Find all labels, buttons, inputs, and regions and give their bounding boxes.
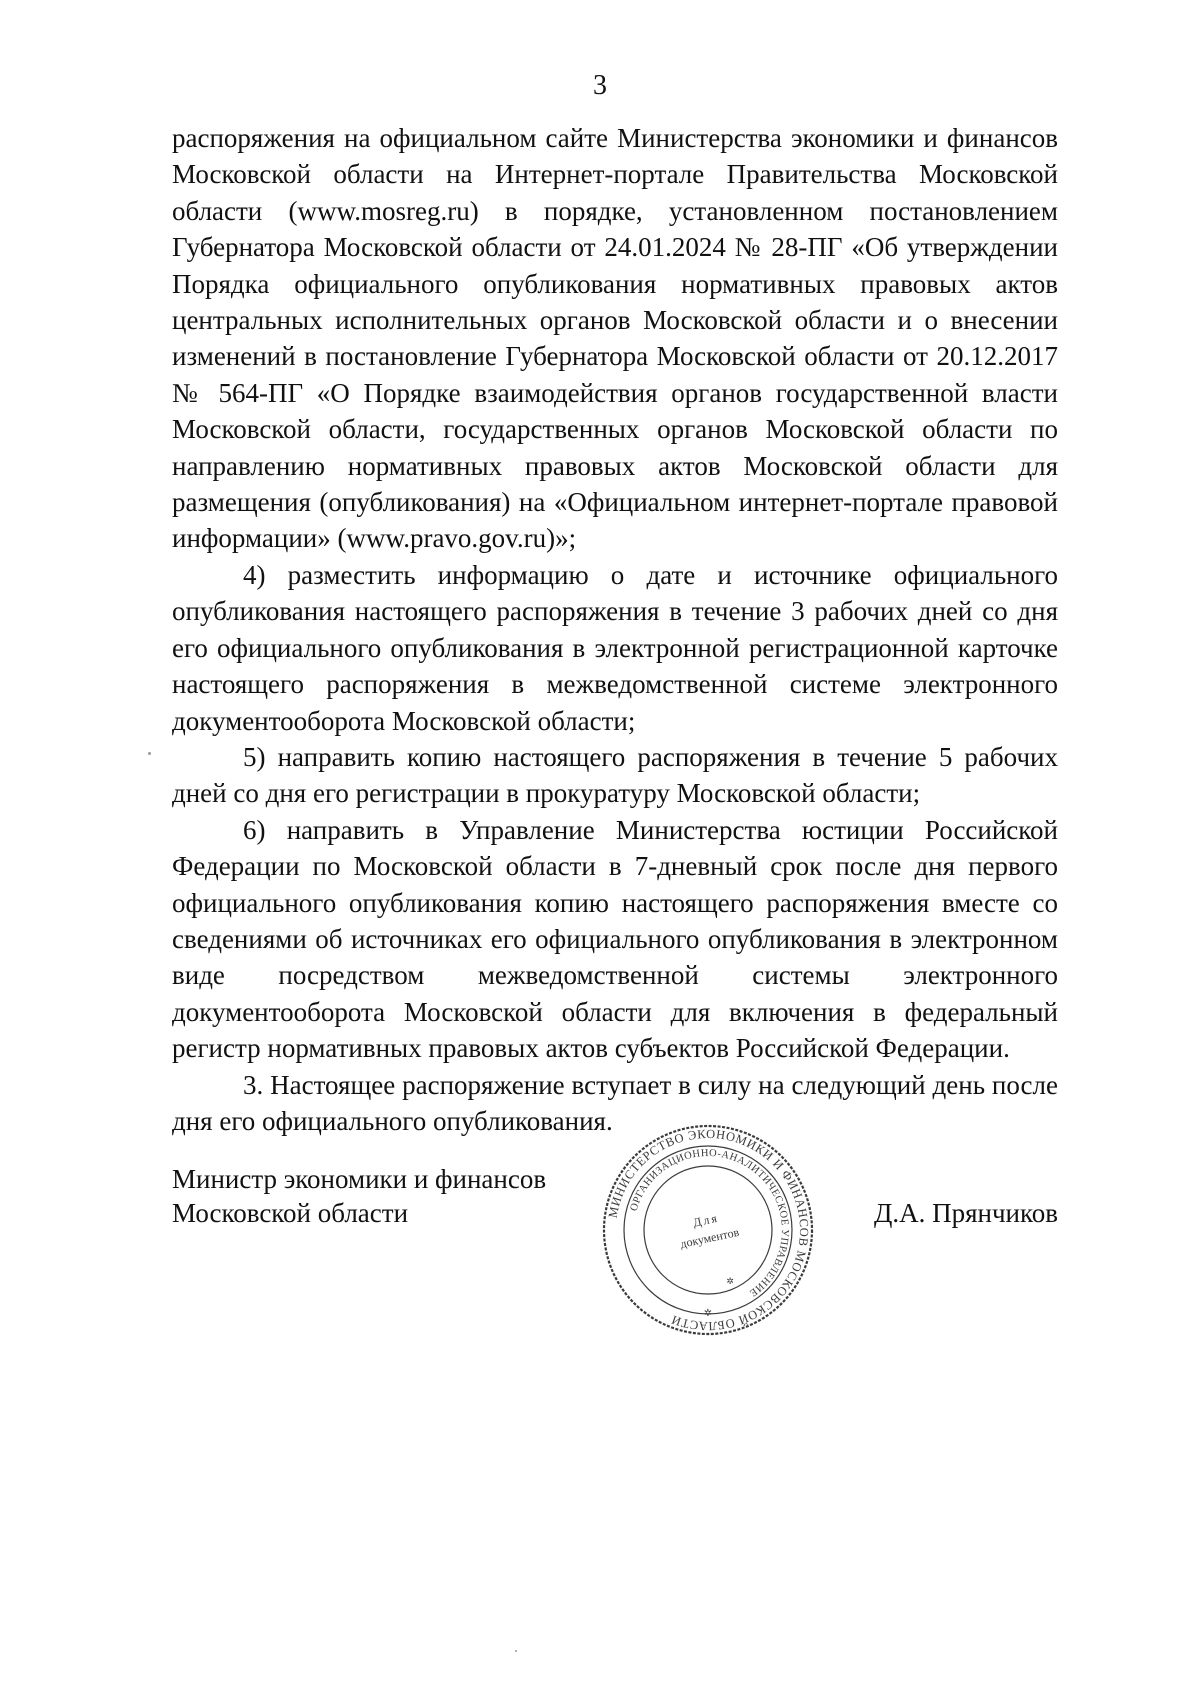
paragraph-item-4: 4) разместить информацию о дате и источнике официального опубликования настоящего распоряжения в течение 3 рабочих дней со дня его официального опубликования в электронной регистрационной карточке настоящего распоряжения в межведомственной системе электронного документооборота Московской области; bbox=[172, 559, 1058, 736]
seal-center-line1: Для bbox=[691, 1210, 720, 1230]
paragraph-item-6: 6) направить в Управление Министерства юстиции Российской Федерации по Московской области в 7-дневный срок после дня первого официального опубликования копию настоящего распоряжения вместе со сведениями об источниках его официального опубликования в электронном виде посредством межведомственной системы электронного документооборота Московской области для включения в федеральный регистр нормативных правовых актов субъектов Российской Федерации. bbox=[172, 814, 1058, 1064]
scan-artifact bbox=[148, 752, 151, 755]
signatory-name: Д.А. Прянчиков bbox=[873, 1198, 1058, 1228]
scan-artifact bbox=[515, 1650, 517, 1652]
signatory-position-line: Московской области bbox=[172, 1198, 409, 1228]
seal-star-icon: ✲ bbox=[726, 1277, 734, 1287]
document-body bbox=[172, 120, 1058, 1139]
official-seal bbox=[598, 1120, 818, 1340]
paragraph-continuation: распоряжения на официальном сайте Министерства экономики и финансов Московской области на Интернет-портале Правительства Московской области (www.mosreg.ru) в порядке, установленном постановлением Губернатора Московской области от 24.01.2024 № 28-ПГ «Об утверждении Порядка официального опубликования нормативных правовых актов центральных исполнительных органов Московской области и о внесении изменений в постановление Губернатора Московской области от 20.12.2017 № 564-ПГ «О Порядке взаимодействия органов государственной власти Московской области, государственных органов Московской области по направлению нормативных правовых актов Московской области для размещения (опубликования) на «Официальном интернет-портале правовой информации» (www.pravo.gov.ru)»; bbox=[172, 123, 1058, 554]
seal-outer-text-path: МИНИСТЕРСТВО ЭКОНОМИКИ И ФИНАНСОВ МОСКОВСКОЙ ОБЛАСТИ bbox=[605, 1126, 812, 1334]
seal-inner-text-path: ОРГАНИЗАЦИОННО-АНАЛИТИЧЕСКОЕ УПРАВЛЕНИЕ bbox=[628, 1147, 791, 1299]
seal-star-icon: ✲ bbox=[703, 1308, 713, 1319]
signatory-position-line: Министр экономики и финансов bbox=[172, 1164, 547, 1194]
seal-inner-ring bbox=[644, 1166, 772, 1294]
paragraph-item-5: 5) направить копию настоящего распоряжения в течение 5 рабочих дней со дня его регистрации в прокуратуру Московской области; bbox=[172, 741, 1058, 809]
page-number: 3 bbox=[593, 70, 607, 101]
seal-middle-ring bbox=[624, 1146, 792, 1314]
signatory-position bbox=[172, 1162, 546, 1230]
paragraph-clause-3: 3. Настоящее распоряжение вступает в силу на следующий день после дня его официального опубликования. bbox=[172, 1069, 1058, 1136]
seal-center-line2: документов bbox=[679, 1224, 741, 1251]
